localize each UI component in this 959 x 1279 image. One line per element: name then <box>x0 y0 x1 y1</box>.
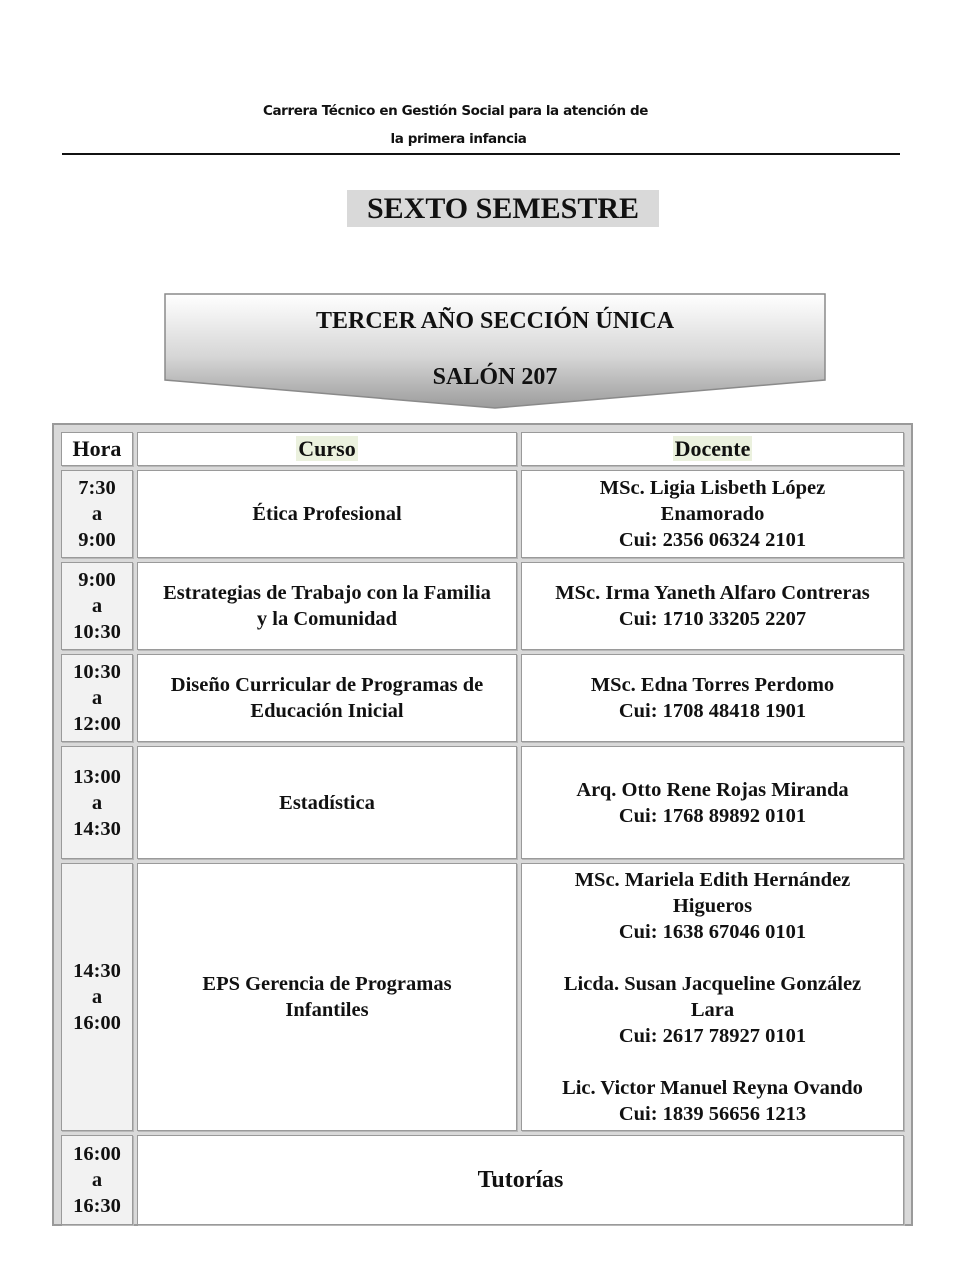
banner-room: SALÓN 207 <box>432 364 558 390</box>
table-header-row <box>61 432 904 466</box>
docente-line: Cui: 1708 48418 1901 <box>618 700 807 722</box>
schedule-body <box>61 470 904 1225</box>
docente-line <box>522 945 903 971</box>
curso-line: Diseño Curricular de Programas de <box>170 674 484 696</box>
cell-hora <box>61 746 133 859</box>
hora-line: 12:00 <box>73 713 121 735</box>
header-divider <box>62 153 900 155</box>
hora-line: a <box>91 687 103 709</box>
hora-line: 7:30 <box>78 477 116 499</box>
hora-line: a <box>91 986 103 1008</box>
cell-hora <box>61 562 133 650</box>
table-row <box>61 654 904 742</box>
cell-docente <box>521 746 904 859</box>
hora-line: 13:00 <box>73 765 121 788</box>
hora-line: a <box>91 595 103 617</box>
curso-line: Estadística <box>279 791 375 814</box>
docente-line: Cui: 1710 33205 2207 <box>618 608 807 630</box>
section-banner <box>162 292 828 412</box>
column-header-docente-label: Docente <box>674 436 751 461</box>
docente-line: Arq. Otto Rene Rojas Miranda <box>576 778 849 801</box>
table-row <box>61 562 904 650</box>
hora-line: a <box>91 1169 103 1191</box>
table-row <box>61 470 904 558</box>
hora-line: a <box>91 503 103 525</box>
hora-line: 10:30 <box>73 661 121 683</box>
docente-line: Higueros <box>672 895 753 917</box>
docente-line: Cui: 1638 67046 0101 <box>618 921 807 943</box>
cell-curso <box>137 470 517 558</box>
docente-line: MSc. Irma Yaneth Alfaro Contreras <box>555 582 870 604</box>
schedule-table-frame <box>52 423 913 1226</box>
curso-line: y la Comunidad <box>256 608 398 630</box>
schedule-table <box>57 428 908 1229</box>
cell-curso <box>137 863 517 1131</box>
hora-line: 14:30 <box>73 817 121 840</box>
cell-merged-activity: Tutorías <box>137 1135 904 1225</box>
curso-line: Estrategias de Trabajo con la Familia <box>163 582 491 604</box>
column-header-docente <box>521 432 904 466</box>
table-row <box>61 746 904 859</box>
hora-line: 16:00 <box>73 1012 121 1034</box>
docente-line: Cui: 2617 78927 0101 <box>618 1025 807 1047</box>
docente-line: Cui: 1839 56656 1213 <box>618 1103 807 1125</box>
docente-line: Cui: 2356 06324 2101 <box>618 529 807 551</box>
cell-curso <box>137 746 517 859</box>
program-title-line-2: la primera infancia <box>390 131 527 147</box>
column-header-curso <box>137 432 517 466</box>
curso-line: Infantiles <box>285 999 369 1021</box>
cell-hora <box>61 654 133 742</box>
curso-line: Ética Profesional <box>252 503 402 525</box>
hora-line: a <box>91 791 103 814</box>
hora-line: 16:30 <box>73 1195 121 1217</box>
semester-title: SEXTO SEMESTRE <box>347 190 659 227</box>
cell-hora <box>61 863 133 1131</box>
curso-line: EPS Gerencia de Programas <box>202 973 452 995</box>
program-title-line-1: Carrera Técnico en Gestión Social para la atención de <box>262 103 649 119</box>
column-header-curso-label: Curso <box>298 436 356 461</box>
cell-docente <box>521 470 904 558</box>
cell-docente <box>521 654 904 742</box>
docente-line <box>522 1049 903 1075</box>
docente-line: MSc. Mariela Edith Hernández <box>574 869 851 891</box>
cell-hora <box>61 470 133 558</box>
cell-docente <box>521 562 904 650</box>
docente-line: Lara <box>690 999 735 1021</box>
cell-docente <box>521 863 904 1131</box>
hora-line: 14:30 <box>73 960 121 982</box>
docente-line: MSc. Edna Torres Perdomo <box>590 674 835 696</box>
docente-line: Licda. Susan Jacqueline González <box>563 973 862 995</box>
cell-curso <box>137 654 517 742</box>
hora-line: 10:30 <box>73 621 121 643</box>
hora-line: 9:00 <box>78 529 116 551</box>
docente-line: Enamorado <box>660 503 765 525</box>
cell-hora <box>61 1135 133 1225</box>
docente-line: MSc. Ligia Lisbeth López <box>599 477 826 499</box>
docente-line: Cui: 1768 89892 0101 <box>618 804 807 827</box>
hora-line: 9:00 <box>78 569 116 591</box>
curso-line: Educación Inicial <box>250 700 404 722</box>
hora-line: 16:00 <box>73 1143 121 1165</box>
banner-year-section: TERCER AÑO SECCIÓN ÚNICA <box>315 308 675 334</box>
column-header-hora: Hora <box>61 432 133 466</box>
docente-line: Lic. Victor Manuel Reyna Ovando <box>562 1077 863 1099</box>
table-row <box>61 1135 904 1225</box>
table-row <box>61 863 904 1131</box>
cell-curso <box>137 562 517 650</box>
